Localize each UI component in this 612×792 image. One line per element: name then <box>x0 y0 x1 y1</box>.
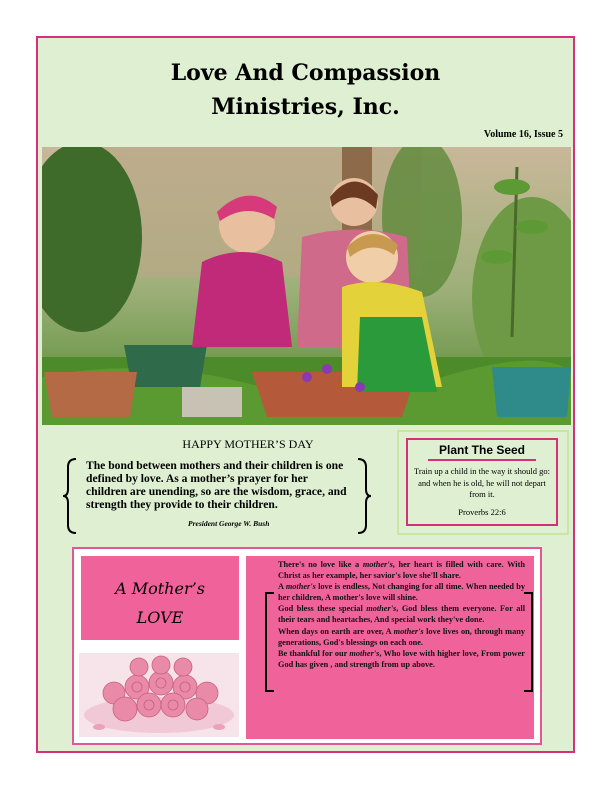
plant-the-seed-box <box>397 430 569 535</box>
poem-stanza: When days on earth are over, A mother's love lives on, through many generations, God's blessings on each one. <box>278 626 526 647</box>
mothers-day-heading: HAPPY MOTHER’S DAY <box>182 437 314 451</box>
plant-the-seed-inner <box>406 438 558 526</box>
newsletter-title-line1: Love And Compassion <box>170 60 441 86</box>
pink-roses-image <box>79 653 239 737</box>
plant-the-seed-title: Plant The Seed <box>428 443 536 461</box>
newsletter-title-line2: Ministries, Inc. <box>211 94 400 120</box>
poem-right-bracket-icon <box>522 592 538 692</box>
poem-stanza: There's no love like a mother's, her heart is filled with care. With Christ as her example, her savior's love she'll share. <box>278 560 525 581</box>
mothers-day-quote: The bond between mothers and their children is one defined by love. As a mother’s prayer for her children are unending, so are the wisdom, grace, and strength they provide to their children. <box>86 459 347 511</box>
mothers-love-title-line1: A Mother’s <box>115 579 205 598</box>
mothers-love-title-box <box>81 556 239 640</box>
poem-left-bracket-icon <box>260 592 276 692</box>
mothers-love-title-line2: LOVE <box>136 608 184 627</box>
volume-issue: Volume 16, Issue 5 <box>483 129 563 140</box>
plant-the-seed-verse: Train up a child in the way it should go: and when he is old, he will not depart from it. <box>414 466 550 499</box>
left-brace-icon <box>62 457 78 535</box>
newsletter-frame <box>36 36 575 753</box>
poem-stanza: Be thankful for our mother's, Who love with higher love, From power God has given , and strength from up above. <box>278 648 525 669</box>
mothers-love-poem <box>246 556 534 739</box>
quote-author: President George W. Bush <box>188 519 270 528</box>
poem-stanza: A mother's love is endless, Not changing for all time. When needed by her children, A mother's love will shine. <box>278 582 525 603</box>
poem-stanza: God bless these special mother's, God bless them everyone. For all their tears and heartaches, And special work they've done. <box>278 604 525 625</box>
mothers-love-section <box>72 547 542 745</box>
verse-reference: Proverbs 22:6 <box>458 506 506 517</box>
right-brace-icon <box>356 457 372 535</box>
family-gardening-photo <box>42 147 571 425</box>
